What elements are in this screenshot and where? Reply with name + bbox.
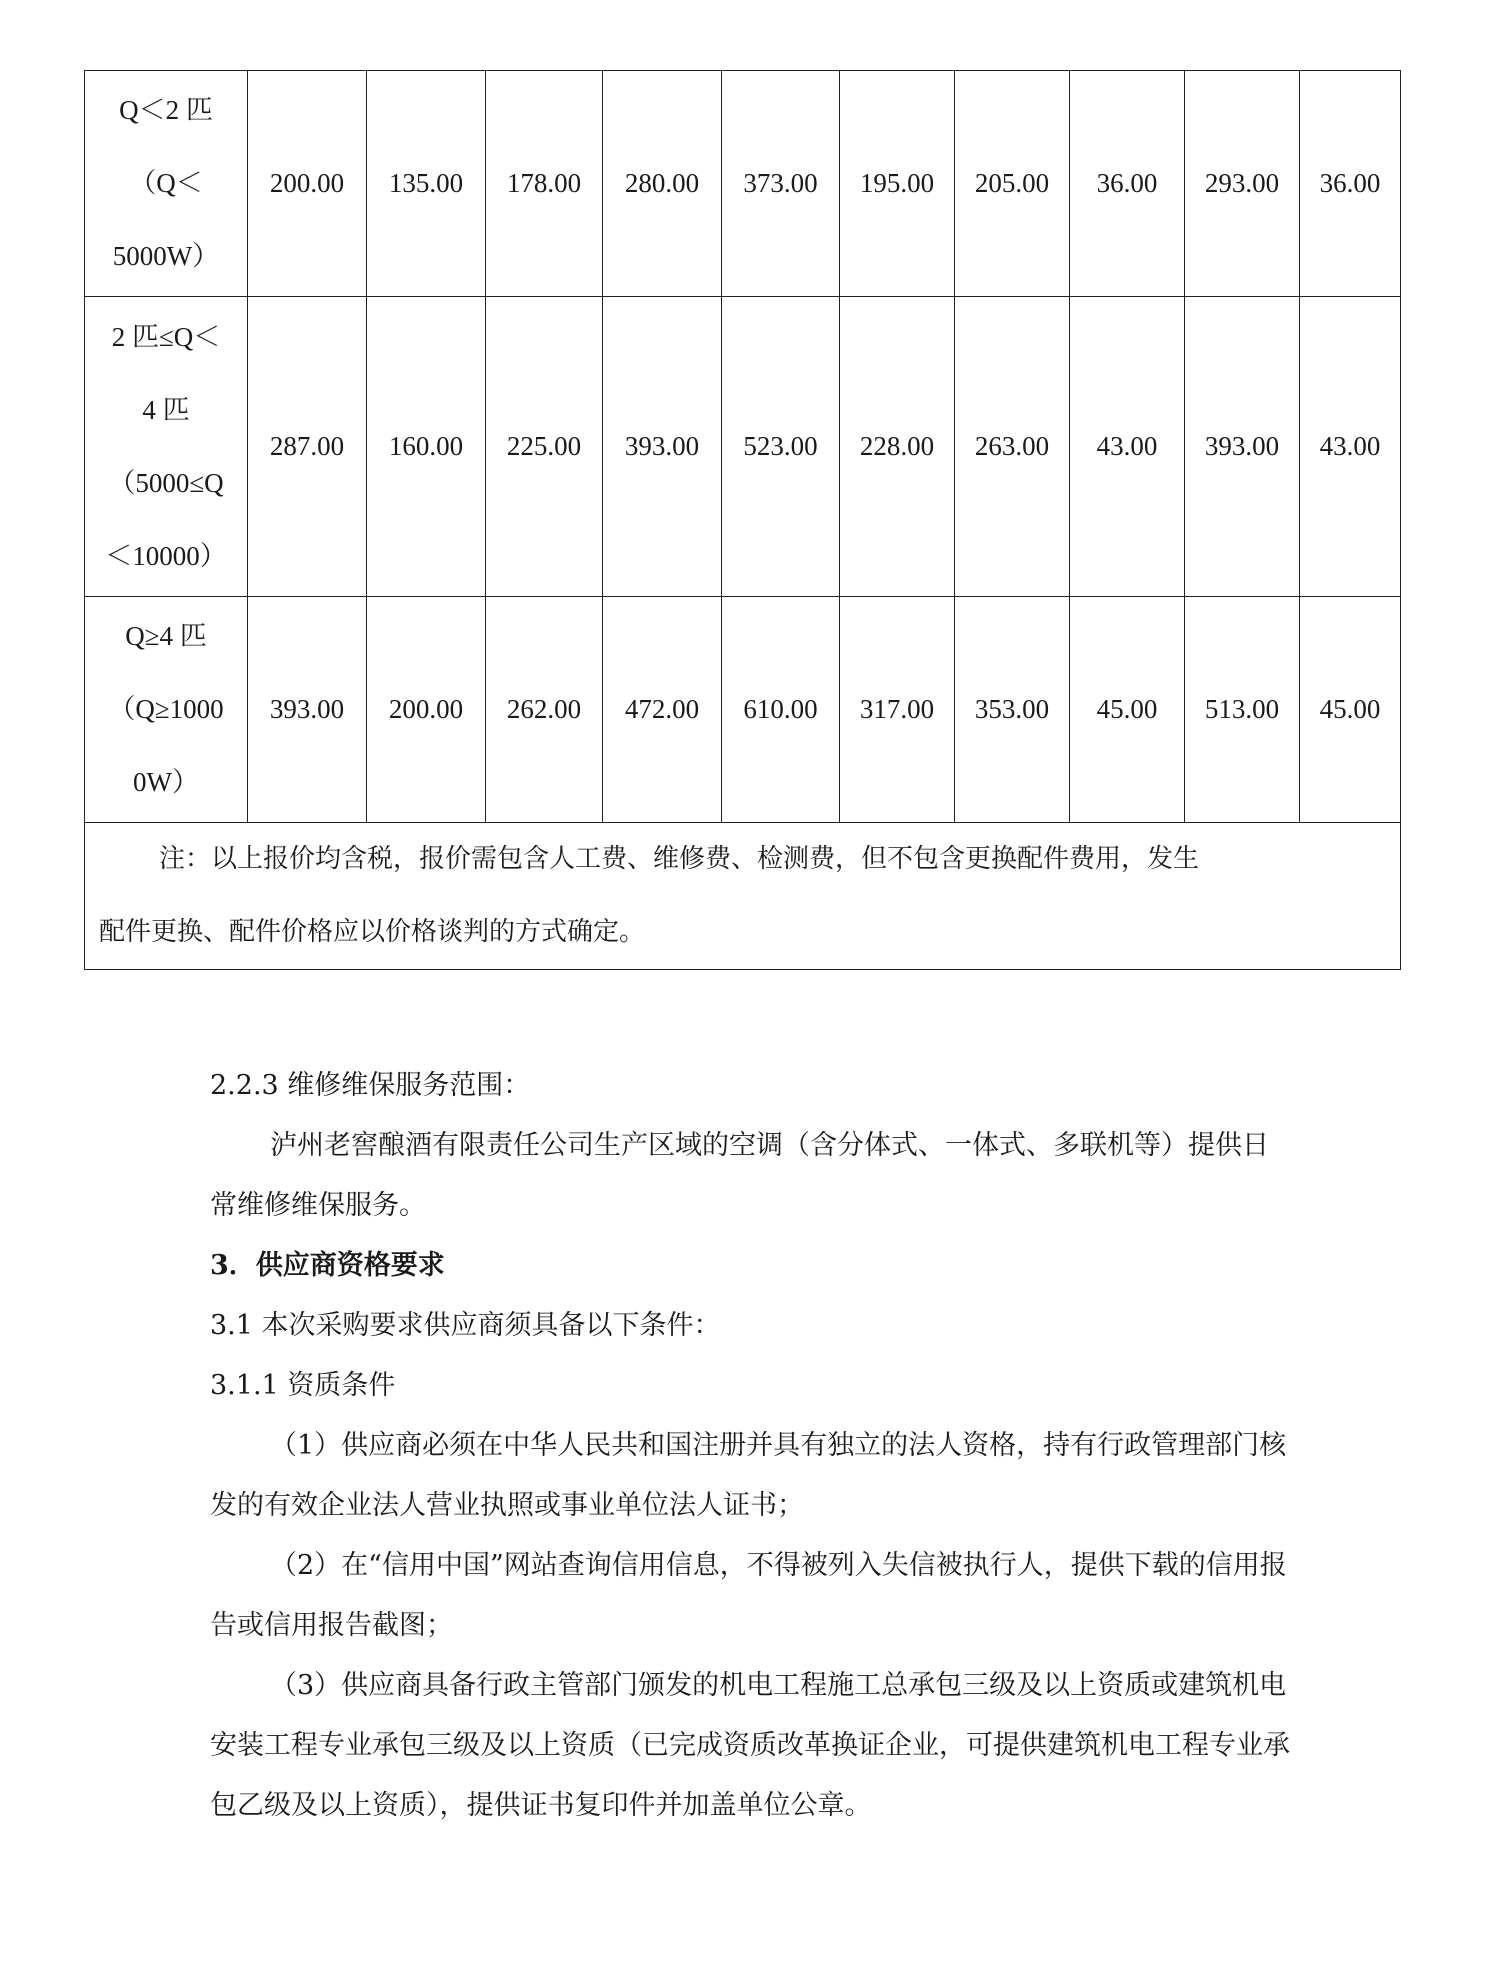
requirement-item-2: （2）在“信用中国”网站查询信用信息，不得被列入失信被执行人，提供下载的信用报告或信用报告截图； [210,1550,1287,1641]
capacity-label-line: ＜10000） [105,540,227,571]
section-2-2-3-heading: 2.2.3 维修维保服务范围： [210,1070,531,1101]
price-cell: 393.00 [603,297,722,597]
price-cell: 195.00 [840,71,955,297]
capacity-label-line: 5000W） [112,241,220,271]
table-note-line: 配件更换、配件价格应以价格谈判的方式确定。 [99,917,646,947]
price-cell: 135.00 [367,71,486,297]
price-cell: 200.00 [248,71,367,297]
table-note [85,823,1401,970]
price-cell: 45.00 [1070,597,1185,823]
price-cell: 262.00 [486,597,603,823]
price-cell: 317.00 [840,597,955,823]
price-cell: 280.00 [603,71,722,297]
table-row [85,597,1401,823]
section-3-heading: 3．供应商资格要求 [210,1250,445,1281]
price-cell: 373.00 [722,71,840,297]
capacity-label-line: 0W） [133,767,199,797]
price-cell: 43.00 [1070,297,1185,597]
capacity-label-cell [85,71,248,297]
price-cell: 36.00 [1300,71,1401,297]
capacity-label-line: Q≥4 匹 [125,621,207,651]
price-cell: 200.00 [367,597,486,823]
table-note-line: 注：以上报价均含税，报价需包含人工费、维修费、检测费，但不包含更换配件费用，发生 [159,844,1200,874]
requirement-item-3: （3）供应商具备行政主管部门颁发的机电工程施工总承包三级及以上资质或建筑机电安装工程专业承包三级及以上资质（已完成资质改革换证企业，可提供建筑机电工程专业承包乙级及以上资质），提供证书复印件并加盖单位公章。 [210,1670,1290,1821]
capacity-label-cell [85,597,248,823]
capacity-label-line: Q＜2 匹 [119,95,213,125]
price-cell: 178.00 [486,71,603,297]
price-cell: 43.00 [1300,297,1401,597]
price-cell: 610.00 [722,597,840,823]
price-cell: 225.00 [486,297,603,597]
price-cell: 228.00 [840,297,955,597]
price-cell: 472.00 [603,597,722,823]
price-cell: 393.00 [1185,297,1300,597]
capacity-label-line: （5000≤Q [108,467,224,498]
requirement-item-1: （1）供应商必须在中华人民共和国注册并具有独立的法人资格，持有行政管理部门核发的有效企业法人营业执照或事业单位法人证书； [210,1430,1287,1521]
section-3-1-1: 3.1.1 资质条件 [210,1370,396,1401]
price-cell: 36.00 [1070,71,1185,297]
table-note-row [85,823,1401,970]
capacity-label-line: （Q≥1000 [108,694,224,724]
price-table-body [85,71,1401,970]
capacity-label-line: 4 匹 [142,394,190,425]
price-cell: 160.00 [367,297,486,597]
capacity-label-line: （Q＜ [129,168,203,198]
table-row [85,297,1401,597]
price-cell: 523.00 [722,297,840,597]
price-cell: 513.00 [1185,597,1300,823]
price-cell: 263.00 [955,297,1070,597]
section-3-1: 3.1 本次采购要求供应商须具备以下条件： [210,1310,721,1341]
price-table [84,70,1401,970]
price-cell: 293.00 [1185,71,1300,297]
table-row [85,71,1401,297]
price-cell: 205.00 [955,71,1070,297]
price-cell: 393.00 [248,597,367,823]
price-cell: 287.00 [248,297,367,597]
price-cell: 45.00 [1300,597,1401,823]
capacity-label-cell [85,297,248,597]
price-cell: 353.00 [955,597,1070,823]
capacity-label-line: 2 匹≤Q＜ [111,321,221,352]
section-2-2-3-text: 泸州老窖酿酒有限责任公司生产区域的空调（含分体式、一体式、多联机等）提供日常维修维保服务。 [210,1130,1269,1221]
